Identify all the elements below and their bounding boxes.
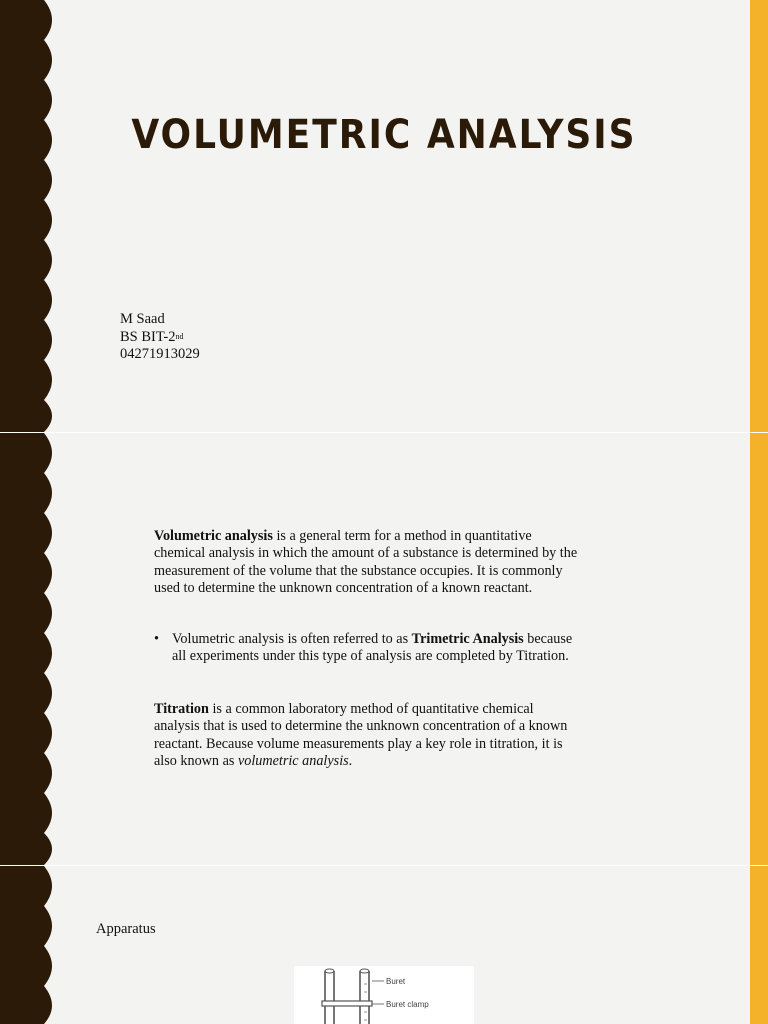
right-accent-band <box>750 0 768 432</box>
right-accent-band <box>750 433 768 865</box>
program-superscript: nd <box>175 331 184 341</box>
bullet-item <box>154 631 582 666</box>
author-name: M Saad <box>120 311 165 327</box>
author-program: BS BIT-2nd <box>120 328 184 345</box>
term-volumetric-analysis: Volumetric analysis <box>154 528 273 544</box>
author-block <box>120 311 200 364</box>
slide-3 <box>0 866 768 1024</box>
italic-volumetric-analysis: volumetric analysis <box>237 752 349 769</box>
bullet-text: Volumetric analysis is often referred to as Trimetric Analysis because all experiments under this type of analysis are completed by Titration. <box>172 631 573 665</box>
author-id: 04271913029 <box>120 346 200 362</box>
left-wavy-band <box>0 433 60 865</box>
bullet-symbol: • <box>154 631 159 647</box>
label-buret: Buret <box>386 977 406 986</box>
slide-2 <box>0 433 768 865</box>
term-titration: Titration <box>154 701 209 717</box>
definition-paragraph: Volumetric analysis is a general term for a method in quantitative chemical analysis in which the amount of a substance is determined by the measurement of the volume that the substance occupies. It is commonly used to determine the unknown concentration of a known reactant. <box>154 528 578 596</box>
apparatus-heading: Apparatus <box>96 921 156 937</box>
right-accent-band <box>750 866 768 1024</box>
label-buret-clamp: Buret clamp <box>386 1000 429 1009</box>
term-trimetric-analysis: Trimetric Analysis <box>411 631 524 647</box>
left-wavy-band <box>0 0 60 432</box>
buret-diagram <box>294 966 474 1024</box>
page-title: VOLUMETRIC ANALYSIS <box>131 112 637 158</box>
left-wavy-band <box>0 866 60 1024</box>
slide-1 <box>0 0 768 432</box>
titration-paragraph: Titration is a common laboratory method of quantitative chemical analysis that is used to determine the unknown concentration of a known reactant. Because volume measurements play a key role in titration, it is also known as volumetric analysis. <box>154 701 568 769</box>
buret-clamp <box>322 1001 372 1006</box>
